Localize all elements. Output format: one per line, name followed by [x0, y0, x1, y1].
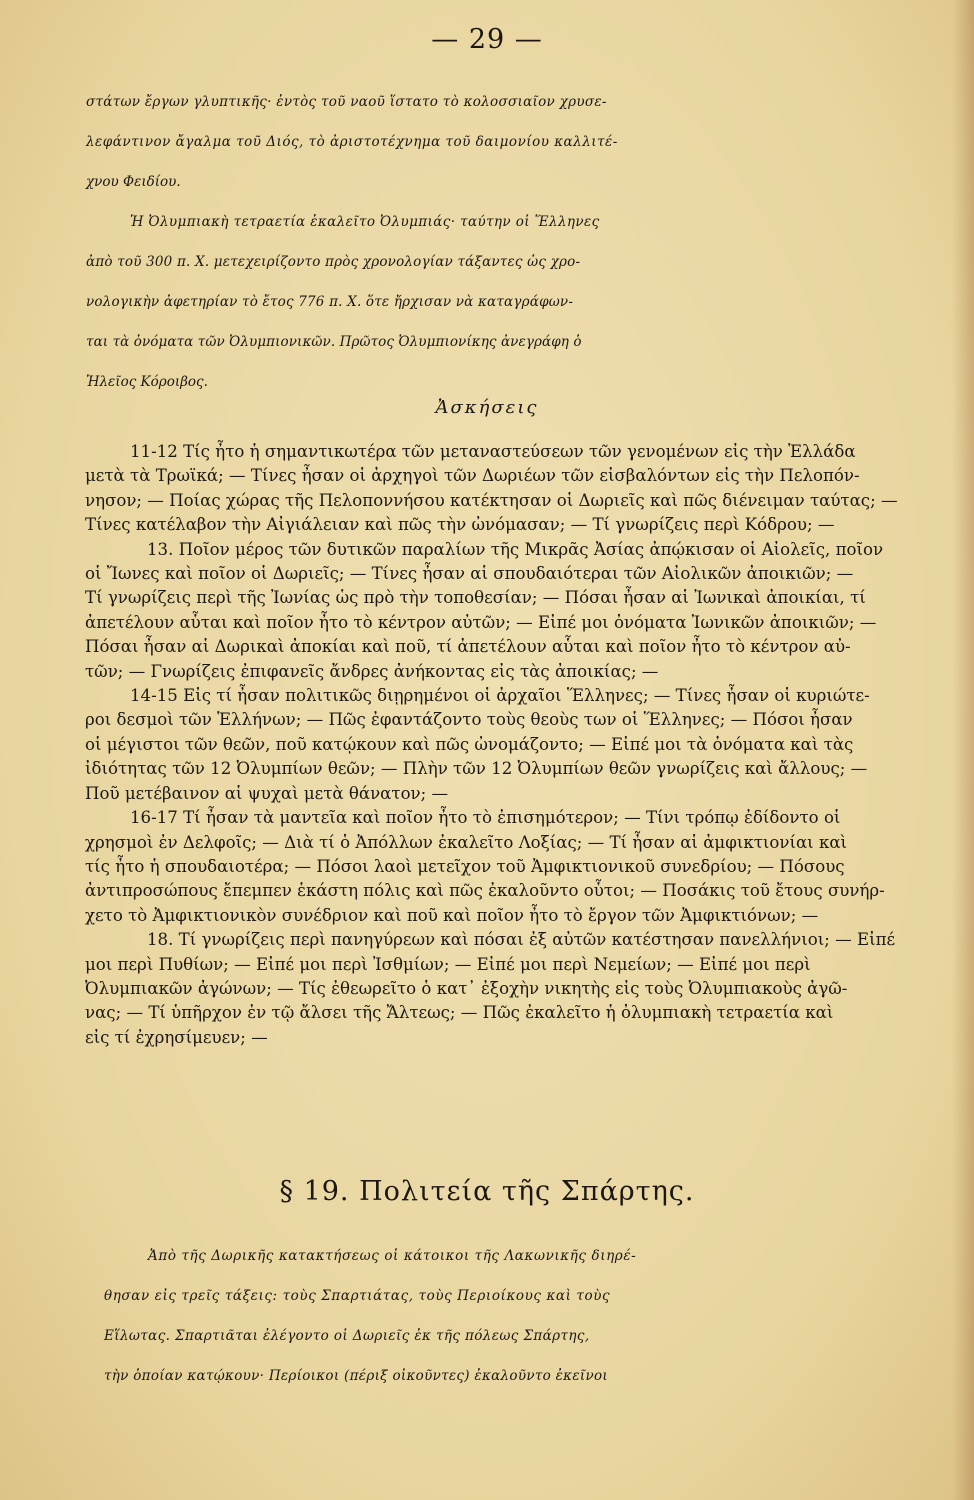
exercise-line: χρησμοὶ ἐν Δελφοῖς; — Διὰ τί ὁ Ἀπόλλων ἐκαλεῖτο Λοξίας; — Τί ἦσαν αἱ ἀμφικτιονίαι καὶ: [85, 832, 848, 852]
exercise-line: εἰς τί ἐχρησίμευεν; —: [85, 1027, 268, 1047]
exercise-line: νας; — Τί ὑπῆρχον ἐν τῷ ἄλσει τῆς Ἄλτεως; — Πῶς ἐκαλεῖτο ἡ ὀλυμπιακὴ τετραετία καὶ: [85, 1003, 834, 1023]
exercise-line: 11-12 Τίς ἦτο ἡ σημαντικωτέρα τῶν μεταναστεύσεων τῶν γενομένων εἰς τὴν Ἑλλάδα: [130, 442, 856, 461]
exercise-line: 18. Τί γνωρίζεις περὶ πανηγύρεων καὶ πόσαι ἐξ αὐτῶν κατέστησαν πανελλήνιοι; — Εἰπέ: [147, 930, 896, 950]
page-number: — 29 —: [431, 24, 543, 55]
intro-paragraph: [0, 82, 974, 402]
exercise-line: Τί γνωρίζεις περὶ τῆς Ἰωνίας ὡς πρὸ τὴν τοποθεσίαν; — Πόσαι ἦσαν αἱ Ἰωνικαὶ ἀποικίαι, τί: [85, 588, 866, 608]
text-line: χνου Φειδίου.: [86, 174, 181, 190]
text-line: ἀπὸ τοῦ 300 π. Χ. μετεχειρίζοντο πρὸς χρονολογίαν τάξαντες ὡς χρο-: [86, 254, 581, 270]
section-paragraph: [0, 1236, 974, 1396]
exercise-line: 13. Ποῖον μέρος τῶν δυτικῶν παραλίων τῆς Μικρᾶς Ἀσίας ἀπῴκισαν οἱ Αἰολεῖς, ποῖον: [147, 539, 884, 559]
text-line: στάτων ἔργων γλυπτικῆς· ἐντὸς τοῦ ναοῦ ἵστατο τὸ κολοσσιαῖον χρυσε-: [86, 94, 607, 110]
exercise-line: τῶν; — Γνωρίζεις ἐπιφανεῖς ἄνδρες ἀνήκοντας εἰς τὰς ἀποικίας; —: [85, 661, 659, 681]
exercise-line: Τίνες κατέλαβον τὴν Αἰγιάλειαν καὶ πῶς τὴν ὠνόμασαν; — Τί γνωρίζεις περὶ Κόδρου; —: [85, 515, 835, 535]
exercises-heading: Ἀσκήσεις: [435, 397, 539, 418]
exercise-line: Ποῦ μετέβαινον αἱ ψυχαὶ μετὰ θάνατον; —: [85, 783, 449, 803]
exercise-line: ἀντιπροσώπους ἔπεμπεν ἑκάστη πόλις καὶ πῶς ἐκαλοῦντο οὗτοι; — Ποσάκις τοῦ ἔτους συνήρ-: [85, 881, 885, 901]
exercise-line: οἱ Ἴωνες καὶ ποῖον οἱ Δωριεῖς; — Τίνες ἦσαν αἱ σπουδαιότεραι τῶν Αἰολικῶν ἀποικιῶν; —: [85, 564, 854, 584]
text-line: Ἀπὸ τῆς Δωρικῆς κατακτήσεως οἱ κάτοικοι τῆς Λακωνικῆς διηρέ-: [148, 1248, 637, 1264]
exercises-block: [85, 440, 925, 1050]
text-line: ται τὰ ὀνόματα τῶν Ὀλυμπιονικῶν. Πρῶτος Ὀλυμπιονίκης ἀνεγράφη ὁ: [86, 334, 582, 350]
section-title: § 19. Πολιτεία τῆς Σπάρτης.: [279, 1176, 695, 1207]
exercise-line: ἰδιότητας τῶν 12 Ὀλυμπίων θεῶν; — Πλὴν τῶν 12 Ὀλυμπίων θεῶν γνωρίζεις καὶ ἄλλους; —: [85, 759, 868, 779]
text-line: λεφάντινον ἄγαλμα τοῦ Διός, τὸ ἀριστοτέχνημα τοῦ δαιμονίου καλλιτέ-: [86, 134, 618, 150]
exercise-line: οἱ μέγιστοι τῶν θεῶν, ποῦ κατῴκουν καὶ πῶς ὠνομάζοντο; — Εἰπέ μοι τὰ ὀνόματα καὶ τὰς: [85, 734, 854, 754]
exercise-line: 16-17 Τί ἦσαν τὰ μαντεῖα καὶ ποῖον ἦτο τὸ ἐπισημότερον; — Τίνι τρόπῳ ἐδίδοντο οἱ: [130, 808, 841, 828]
exercise-line: ἀπετέλουν αὗται καὶ ποῖον ἦτο τὸ κέντρον αὐτῶν; — Εἰπέ μοι ὀνόματα Ἰωνικῶν ἀποικιῶν; —: [85, 612, 877, 632]
text-line: Εἵλωτας. Σπαρτιᾶται ἐλέγοντο οἱ Δωριεῖς ἐκ τῆς πόλεως Σπάρτης,: [104, 1328, 590, 1344]
exercise-line: νησον; — Ποίας χώρας τῆς Πελοποννήσου κατέκτησαν οἱ Δωριεῖς καὶ πῶς διένειμαν ταύτας; —: [85, 490, 898, 510]
text-line: νολογικὴν ἀφετηρίαν τὸ ἔτος 776 π. Χ. ὅτε ἤρχισαν νὰ καταγράφων-: [86, 294, 574, 310]
text-line: θησαν εἰς τρεῖς τάξεις: τοὺς Σπαρτιάτας, τοὺς Περιοίκους καὶ τοὺς: [104, 1288, 611, 1304]
exercise-line: τίς ἦτο ἡ σπουδαιοτέρα; — Πόσοι λαοὶ μετεῖχον τοῦ Ἀμφικτιονικοῦ συνεδρίου; — Πόσους: [85, 856, 845, 876]
text-line: Ἡ Ὀλυμπιακὴ τετραετία ἐκαλεῖτο Ὀλυμπιάς· ταύτην οἱ Ἕλληνες: [130, 214, 600, 230]
exercise-line: χετο τὸ Ἀμφικτιονικὸν συνέδριον καὶ ποῦ καὶ ποῖον ἦτο τὸ ἔργον τῶν Ἀμφικτιόνων; —: [85, 905, 819, 925]
exercise-line: Ὀλυμπιακῶν ἀγώνων; — Τίς ἐθεωρεῖτο ὁ κατ᾽ ἐξοχὴν νικητὴς εἰς τοὺς Ὀλυμπιακοὺς ἀγῶ-: [85, 978, 848, 998]
text-line: Ἠλεῖος Κόροιβος.: [86, 374, 208, 390]
exercise-line: μετὰ τὰ Τρωϊκά; — Τίνες ἦσαν οἱ ἀρχηγοὶ τῶν Δωριέων τῶν εἰσβαλόντων εἰς τὴν Πελοπόν-: [85, 466, 860, 486]
exercise-line: 14-15 Εἰς τί ἦσαν πολιτικῶς διῃρημένοι οἱ ἀρχαῖοι Ἕλληνες; — Τίνες ἦσαν οἱ κυριώτε-: [130, 686, 870, 706]
exercise-line: Πόσαι ἦσαν αἱ Δωρικαὶ ἀποκίαι καὶ ποῦ, τί ἀπετέλουν αὗται καὶ ποῖον ἦτο τὸ κέντρον αὐ-: [85, 637, 851, 657]
exercise-line: ροι δεσμοὶ τῶν Ἑλλήνων; — Πῶς ἐφαντάζοντο τοὺς θεοὺς των οἱ Ἕλληνες; — Πόσοι ἦσαν: [85, 710, 853, 730]
text-line: τὴν ὁποίαν κατῴκουν· Περίοικοι (πέριξ οἰκοῦντες) ἐκαλοῦντο ἐκεῖνοι: [104, 1368, 608, 1384]
exercise-line: μοι περὶ Πυθίων; — Εἰπέ μοι περὶ Ἰσθμίων; — Εἰπέ μοι περὶ Νεμείων; — Εἰπέ μοι περὶ: [85, 954, 811, 974]
